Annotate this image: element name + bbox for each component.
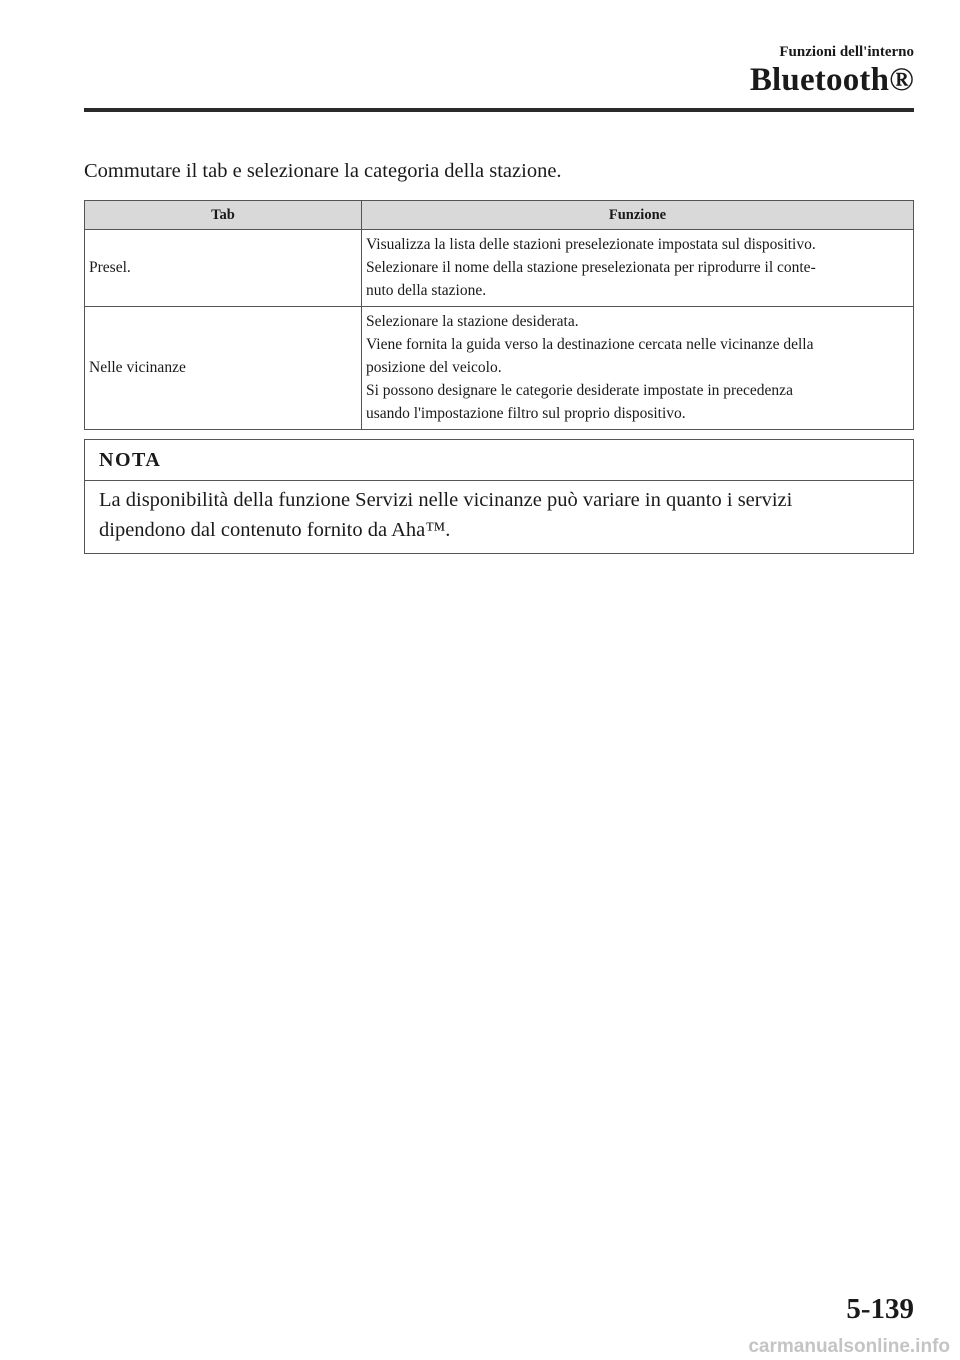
function-line: nuto della stazione. [366,282,487,299]
intro-text: Commutare il tab e selezionare la categoria della stazione. [84,160,562,182]
nota-line: La disponibilità della funzione Servizi nelle vicinanze può variare in quanto i servizi [99,489,793,511]
tab-cell: Nelle vicinanze [85,307,362,430]
nota-line: dipendono dal contenuto fornito da Aha™. [99,519,451,541]
table-row [85,307,914,430]
function-line: Viene fornita la guida verso la destinazione cercata nelle vicinanze della [366,336,814,353]
function-line: usando l'impostazione filtro sul proprio dispositivo. [366,405,686,422]
function-line: Selezionare la stazione desiderata. [366,313,579,330]
function-table [84,200,914,430]
function-line: Selezionare il nome della stazione preselezionata per riprodurre il conte- [366,259,816,276]
table-row [85,230,914,307]
header-rule [84,108,914,112]
watermark: carmanualsonline.info [748,1336,950,1357]
page-number: 5-139 [846,1293,914,1325]
header-section-label: Funzioni dell'interno [779,44,914,60]
function-line: Si possono designare le categorie desiderate impostate in precedenza [366,382,793,399]
column-header-tab: Tab [85,201,362,230]
table-header-row [85,201,914,230]
function-cell [362,307,914,430]
nota-body [85,481,913,553]
nota-box [84,439,914,554]
column-header-funzione: Funzione [362,201,914,230]
nota-title: NOTA [85,440,913,481]
tab-cell: Presel. [85,230,362,307]
page-title: Bluetooth® [749,62,914,98]
function-cell [362,230,914,307]
function-line: Visualizza la lista delle stazioni preselezionate impostata sul dispositivo. [366,236,816,253]
function-line: posizione del veicolo. [366,359,502,376]
